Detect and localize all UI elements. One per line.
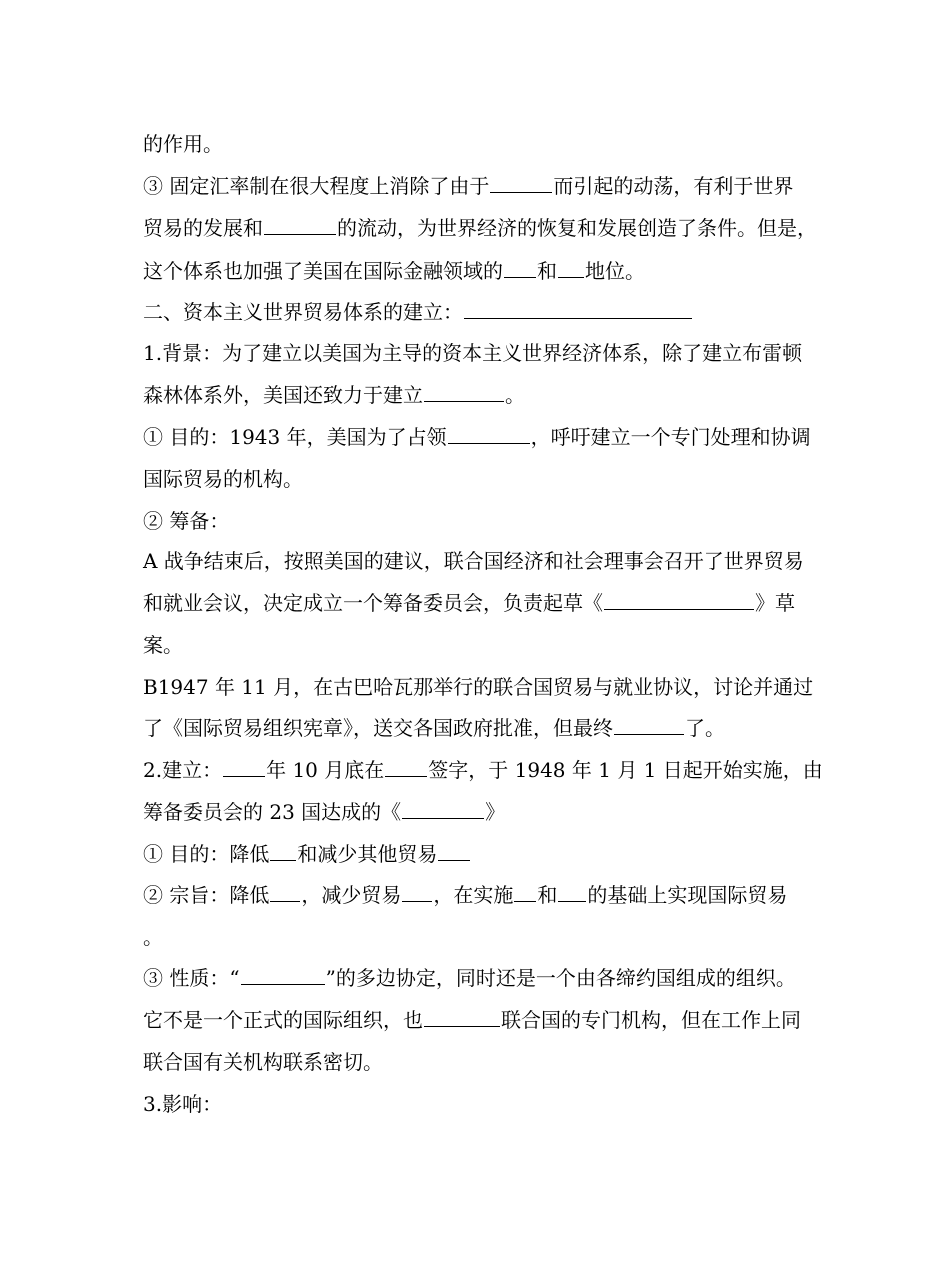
fill-in-blank[interactable] [270, 841, 296, 861]
text-line [143, 673, 813, 701]
text-segment: 》 [485, 800, 506, 824]
text-segment: 这个体系也加强了美国在国际金融领域的 [143, 259, 503, 283]
fill-in-blank[interactable] [464, 299, 692, 319]
text-segment: ② 筹备： [143, 509, 230, 533]
text-segment: ，呼吁建立一个专门处理和协调 [530, 425, 811, 449]
section-heading [143, 298, 693, 326]
text-line [143, 465, 303, 493]
text-line [143, 339, 802, 367]
text-line [143, 257, 645, 285]
text-segment: 贸易的发展和 [143, 216, 263, 240]
text-segment: 国际贸易的机构。 [143, 467, 303, 491]
fill-in-blank[interactable] [604, 590, 754, 610]
text-segment: 2.建立： [143, 758, 223, 782]
fill-in-blank[interactable] [385, 757, 427, 777]
fill-in-blank[interactable] [402, 799, 484, 819]
text-line [143, 589, 795, 617]
text-segment: 地位。 [585, 259, 645, 283]
text-line [143, 381, 525, 409]
text-segment: 3.影响： [143, 1092, 223, 1116]
text-segment: ，在实施 [433, 883, 514, 907]
fill-in-blank[interactable] [504, 258, 536, 278]
fill-in-blank[interactable] [438, 841, 470, 861]
text-segment: 1.背景：为了建立以美国为主导的资本主义世界经济体系，除了建立布雷顿 [143, 341, 803, 365]
text-segment: 了《国际贸易组织宪章》，送交各国政府批准，但最终 [143, 716, 613, 740]
text-line [143, 547, 804, 575]
fill-in-blank[interactable] [614, 715, 684, 735]
text-segment: 和减少其他贸易 [297, 842, 438, 866]
text-line [143, 214, 817, 242]
text-segment: ，减少贸易 [301, 883, 402, 907]
text-segment: ① 目的：降低 [143, 842, 270, 866]
text-segment: ③ 性质：“ [143, 966, 240, 990]
text-line [143, 756, 823, 784]
fill-in-blank[interactable] [270, 882, 300, 902]
text-segment: 。 [143, 925, 163, 949]
text-segment: ”的多边协定，同时还是一个由各缔约国组成的组织。 [325, 966, 796, 990]
text-segment: A 战争结束后，按照美国的建议，联合国经济和社会理事会召开了世界贸易 [143, 549, 804, 573]
text-line [143, 840, 471, 868]
text-line [143, 964, 796, 992]
fill-in-blank[interactable] [448, 424, 530, 444]
fill-in-blank[interactable] [424, 1007, 500, 1027]
text-segment: 签字，于 1948 年 1 月 1 日起开始实施，由 [428, 758, 823, 782]
text-segment: 森林体系外，美国还致力于建立 [143, 383, 423, 407]
fill-in-blank[interactable] [490, 173, 552, 193]
text-segment: 案。 [143, 633, 183, 657]
text-line [143, 714, 725, 742]
fill-in-blank[interactable] [558, 882, 586, 902]
text-segment: 和 [537, 883, 558, 907]
text-line [143, 130, 223, 158]
text-segment: ③ 固定汇率制在很大程度上消除了由于 [143, 174, 490, 198]
text-segment: B1947 年 11 月，在古巴哈瓦那举行的联合国贸易与就业协议，讨论并通过 [143, 675, 814, 699]
text-segment: 二、资本主义世界贸易体系的建立： [143, 300, 463, 324]
text-segment: 。 [505, 383, 525, 407]
text-line [143, 423, 811, 451]
text-segment: ② 宗旨：降低 [143, 883, 270, 907]
text-segment: 联合国有关机构联系密切。 [143, 1050, 383, 1074]
text-segment: 的作用。 [143, 132, 223, 156]
text-segment: 的基础上实现国际贸易 [587, 883, 788, 907]
text-line [143, 631, 183, 659]
text-line [143, 1048, 383, 1076]
fill-in-blank[interactable] [424, 382, 504, 402]
text-segment: 》草 [755, 591, 795, 615]
text-segment: 和 [537, 259, 557, 283]
text-line [143, 507, 229, 535]
text-segment: 年 10 月底在 [266, 758, 385, 782]
fill-in-blank[interactable] [241, 965, 325, 985]
fill-in-blank[interactable] [558, 258, 584, 278]
text-line [143, 1006, 801, 1034]
text-segment: 的流动，为世界经济的恢复和发展创造了条件。但是， [337, 216, 817, 240]
text-segment: 它不是一个正式的国际组织，也 [143, 1008, 423, 1032]
text-line [143, 798, 505, 826]
fill-in-blank[interactable] [223, 757, 265, 777]
text-line [143, 923, 163, 951]
text-segment: 和就业会议，决定成立一个筹备委员会，负责起草《 [143, 591, 603, 615]
text-segment: 而引起的动荡，有利于世界 [553, 174, 794, 198]
fill-in-blank[interactable] [402, 882, 432, 902]
fill-in-blank[interactable] [264, 215, 336, 235]
text-segment: ① 目的：1943 年，美国为了占领 [143, 425, 447, 449]
text-segment: 了。 [685, 716, 725, 740]
text-line [143, 172, 793, 200]
text-line [143, 881, 787, 909]
text-segment: 联合国的专门机构，但在工作上同 [501, 1008, 801, 1032]
text-line [143, 1090, 222, 1118]
fill-in-blank[interactable] [514, 882, 536, 902]
text-segment: 筹备委员会的 23 国达成的《 [143, 800, 402, 824]
